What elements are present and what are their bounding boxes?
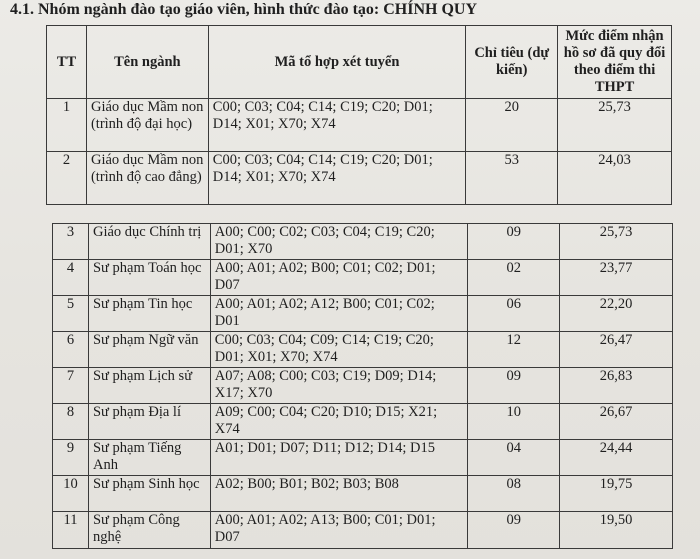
cell-name: Sư phạm Tiếng Anh — [88, 440, 210, 476]
cell-name: Sư phạm Công nghệ — [88, 512, 210, 549]
cell-score: 19,75 — [560, 476, 673, 512]
cell-score: 19,50 — [560, 512, 673, 549]
cell-tt: 11 — [53, 512, 89, 549]
cell-combo: A00; A01; A02; A12; B00; C01; C02; D01 — [210, 296, 468, 332]
cell-combo: A09; C00; C04; C20; D10; D15; X21; X74 — [210, 404, 468, 440]
cell-quota: 12 — [468, 332, 560, 368]
cell-combo: A02; B00; B01; B02; B03; B08 — [210, 476, 468, 512]
header-quota: Chỉ tiêu (dự kiến) — [466, 26, 558, 99]
cell-tt: 7 — [53, 368, 89, 404]
cell-name: Sư phạm Địa lí — [88, 404, 210, 440]
table-row — [53, 512, 673, 549]
cell-quota: 10 — [468, 404, 560, 440]
cell-tt: 3 — [53, 224, 89, 260]
cell-score: 26,83 — [560, 368, 673, 404]
cell-score: 26,47 — [560, 332, 673, 368]
header-score: Mức điểm nhận hồ sơ đã quy đổi theo điểm thi THPT — [558, 26, 672, 99]
table-row — [53, 332, 673, 368]
cell-quota: 09 — [468, 368, 560, 404]
cell-tt: 5 — [53, 296, 89, 332]
cell-quota: 53 — [466, 152, 558, 205]
cell-quota: 09 — [468, 224, 560, 260]
cell-quota: 09 — [468, 512, 560, 549]
cell-tt: 9 — [53, 440, 89, 476]
cell-name: Sư phạm Toán học — [88, 260, 210, 296]
cell-combo: A01; D01; D07; D11; D12; D14; D15 — [210, 440, 468, 476]
cell-score: 23,77 — [560, 260, 673, 296]
cell-quota: 20 — [466, 99, 558, 152]
section-heading: 4.1. Nhóm ngành đào tạo giáo viên, hình thức đào tạo: CHÍNH QUY — [10, 1, 477, 18]
admission-table-part-1 — [46, 25, 672, 205]
cell-tt: 6 — [53, 332, 89, 368]
cell-combo: C00; C03; C04; C09; C14; C19; C20; D01; X01; X70; X74 — [210, 332, 468, 368]
cell-quota: 04 — [468, 440, 560, 476]
cell-name: Giáo dục Mầm non (trình độ đại học) — [86, 99, 208, 152]
cell-name: Giáo dục Mầm non (trình độ cao đẳng) — [86, 152, 208, 205]
cell-combo: A07; A08; C00; C03; C19; D09; D14; X17; X70 — [210, 368, 468, 404]
cell-tt: 8 — [53, 404, 89, 440]
cell-score: 22,20 — [560, 296, 673, 332]
cell-score: 26,67 — [560, 404, 673, 440]
header-combo: Mã tổ hợp xét tuyển — [208, 26, 465, 99]
table-row — [53, 404, 673, 440]
cell-name: Sư phạm Lịch sử — [88, 368, 210, 404]
cell-tt: 2 — [47, 152, 87, 205]
cell-quota: 02 — [468, 260, 560, 296]
table-header-row — [47, 26, 672, 99]
cell-quota: 06 — [468, 296, 560, 332]
cell-tt: 1 — [47, 99, 87, 152]
cell-combo: C00; C03; C04; C14; C19; C20; D01; D14; X01; X70; X74 — [208, 152, 465, 205]
header-name: Tên ngành — [86, 26, 208, 99]
table-row — [53, 296, 673, 332]
cell-score: 24,44 — [560, 440, 673, 476]
cell-score: 25,73 — [558, 99, 672, 152]
cell-tt: 10 — [53, 476, 89, 512]
cell-name: Sư phạm Sinh học — [88, 476, 210, 512]
cell-score: 24,03 — [558, 152, 672, 205]
table-row — [53, 224, 673, 260]
table-row — [47, 99, 672, 152]
cell-combo: A00; A01; A02; B00; C01; C02; D01; D07 — [210, 260, 468, 296]
admission-table-part-2 — [52, 223, 673, 549]
table-row — [47, 152, 672, 205]
cell-score: 25,73 — [560, 224, 673, 260]
table-row — [53, 440, 673, 476]
table-row — [53, 260, 673, 296]
cell-tt: 4 — [53, 260, 89, 296]
cell-name: Giáo dục Chính trị — [88, 224, 210, 260]
cell-combo: C00; C03; C04; C14; C19; C20; D01; D14; X01; X70; X74 — [208, 99, 465, 152]
cell-combo: A00; A01; A02; A13; B00; C01; D01; D07 — [210, 512, 468, 549]
cell-combo: A00; C00; C02; C03; C04; C19; C20; D01; X70 — [210, 224, 468, 260]
table-row — [53, 476, 673, 512]
cell-quota: 08 — [468, 476, 560, 512]
header-tt: TT — [47, 26, 87, 99]
cell-name: Sư phạm Tin học — [88, 296, 210, 332]
table-row — [53, 368, 673, 404]
cell-name: Sư phạm Ngữ văn — [88, 332, 210, 368]
